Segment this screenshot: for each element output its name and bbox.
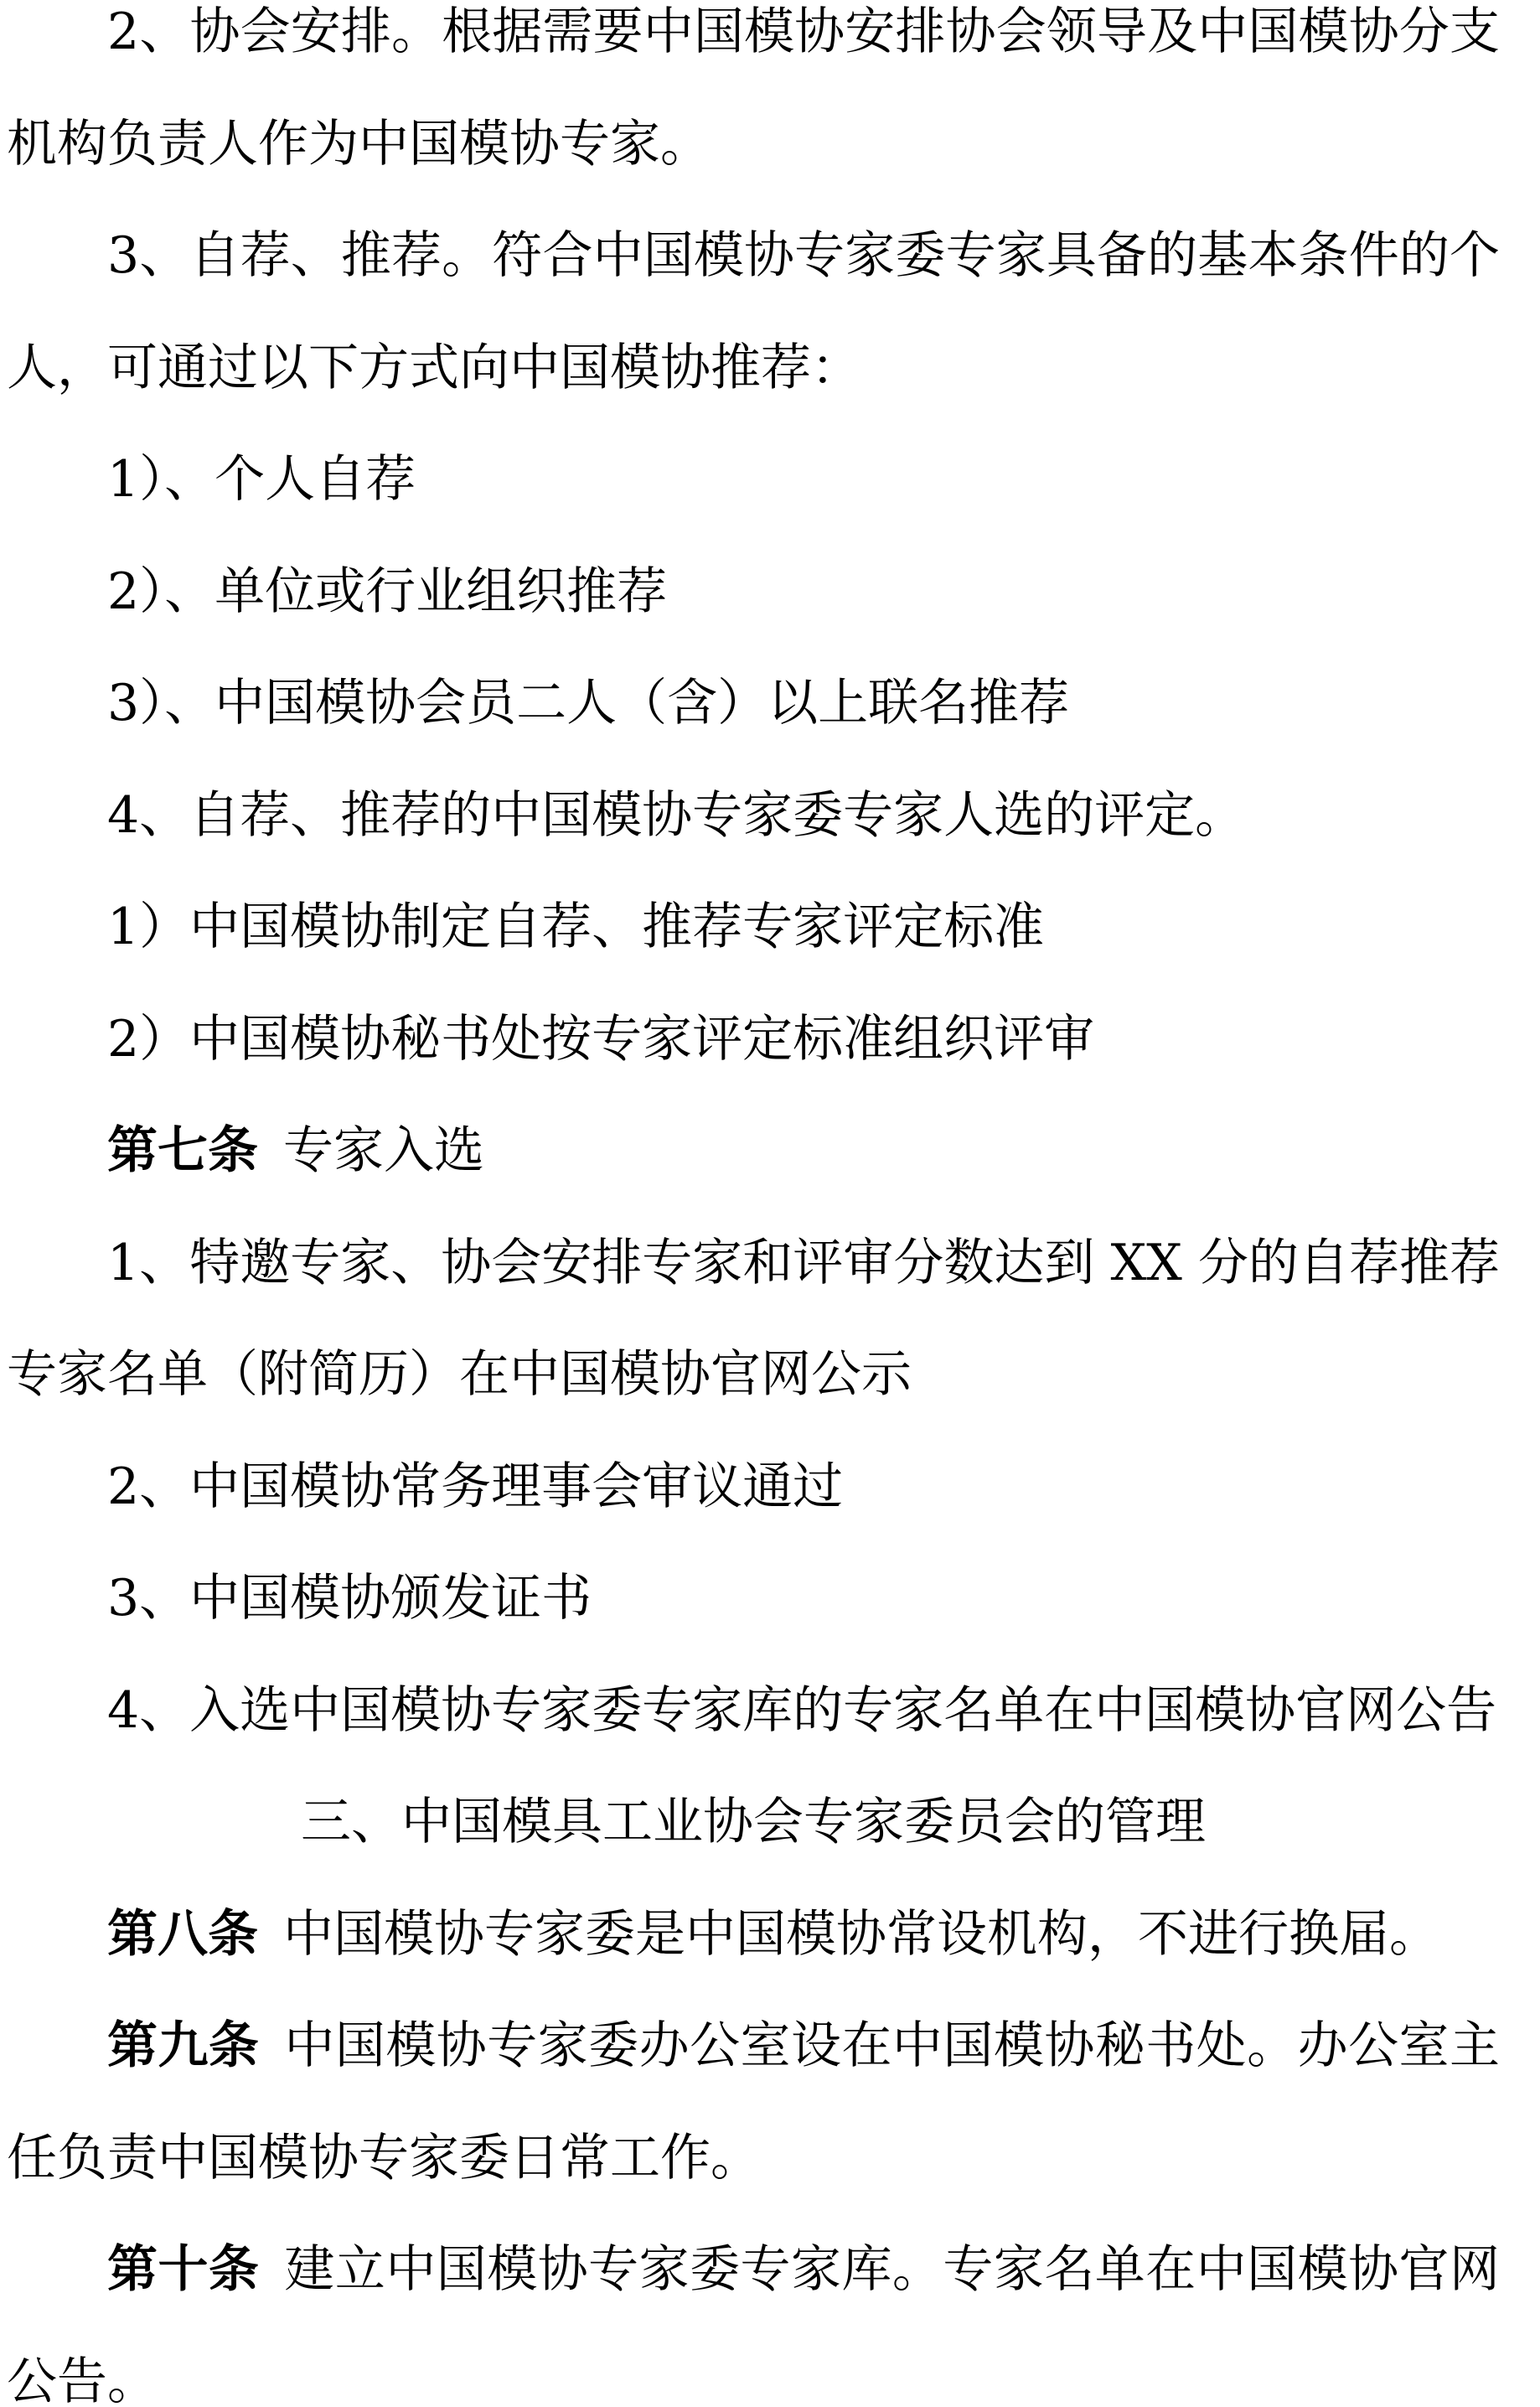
list-item-council-approval — [7, 1431, 1500, 1544]
article-clause-9-label: 第九条 — [107, 2016, 260, 2075]
article-clause-9 — [7, 1990, 1500, 2214]
article-clause-10-label: 第十条 — [107, 2240, 260, 2299]
list-item-text: 4、入选中国模协专家委专家库的专家名单在中国模协官网公告 — [107, 1680, 1497, 1740]
list-item-secretariat-review — [7, 984, 1500, 1096]
article-clause-10-text: 建立中国模协专家委专家库。专家名单在中国模协官网公告。 — [7, 2240, 1501, 2407]
article-clause-7 — [7, 1095, 1500, 1208]
list-item-shortlist-publicity — [7, 1208, 1500, 1431]
article-clause-7-label: 第七条 — [107, 1121, 258, 1180]
article-clause-8-label: 第八条 — [107, 1904, 258, 1964]
list-item-joint-member-recommendation — [7, 648, 1500, 760]
list-item-text: 1、特邀专家、协会安排专家和评审分数达到 XX 分的自荐推荐专家名单（附简历）在中国模协官网公示 — [7, 1233, 1500, 1404]
list-item-evaluation-standard — [7, 872, 1500, 984]
paragraph-text: 4、自荐、推荐的中国模协专家委专家人选的评定。 — [107, 785, 1246, 845]
paragraph-evaluation-of-candidates — [7, 760, 1500, 872]
article-clause-7-text: 专家入选 — [283, 1121, 484, 1180]
list-item-organization-recommendation — [7, 536, 1500, 649]
list-item-text: 2、中国模协常务理事会审议通过 — [107, 1457, 844, 1516]
list-item-text: 3）、中国模协会员二人（含）以上联名推荐 — [107, 674, 1070, 732]
paragraph-association-arrangement — [7, 0, 1500, 200]
list-item-expert-pool-announcement — [7, 1655, 1500, 1768]
list-item-certificate-issuance — [7, 1543, 1500, 1655]
list-item-text: 1）、个人自荐 — [107, 450, 416, 509]
list-item-text: 3、中国模协颁发证书 — [107, 1569, 592, 1628]
article-clause-9-text: 中国模协专家委办公室设在中国模协秘书处。办公室主任负责中国模协专家委日常工作。 — [7, 2016, 1501, 2187]
paragraph-text: 2、协会安排。根据需要中国模协安排协会领导及中国模协分支机构负责人作为中国模协专家。 — [7, 3, 1500, 173]
article-clause-8 — [7, 1879, 1500, 1991]
section-heading-management — [7, 1767, 1500, 1879]
paragraph-text: 3、自荐、推荐。符合中国模协专家委专家具备的基本条件的个人，可通过以下方式向中国模协推荐： — [7, 226, 1500, 397]
article-clause-8-text: 中国模协专家委是中国模协常设机构，不进行换届。 — [283, 1904, 1439, 1964]
list-item-individual-self-recommendation — [7, 424, 1500, 536]
section-heading-text: 三、中国模具工业协会专家委员会的管理 — [301, 1793, 1206, 1851]
list-item-text: 2）中国模协秘书处按专家评定标准组织评审 — [107, 1009, 1095, 1069]
list-item-text: 1）中国模协制定自荐、推荐专家评定标准 — [107, 898, 1045, 956]
list-item-text: 2）、单位或行业组织推荐 — [107, 562, 668, 621]
article-clause-10 — [7, 2214, 1500, 2407]
paragraph-self-recommendation-intro — [7, 200, 1500, 424]
